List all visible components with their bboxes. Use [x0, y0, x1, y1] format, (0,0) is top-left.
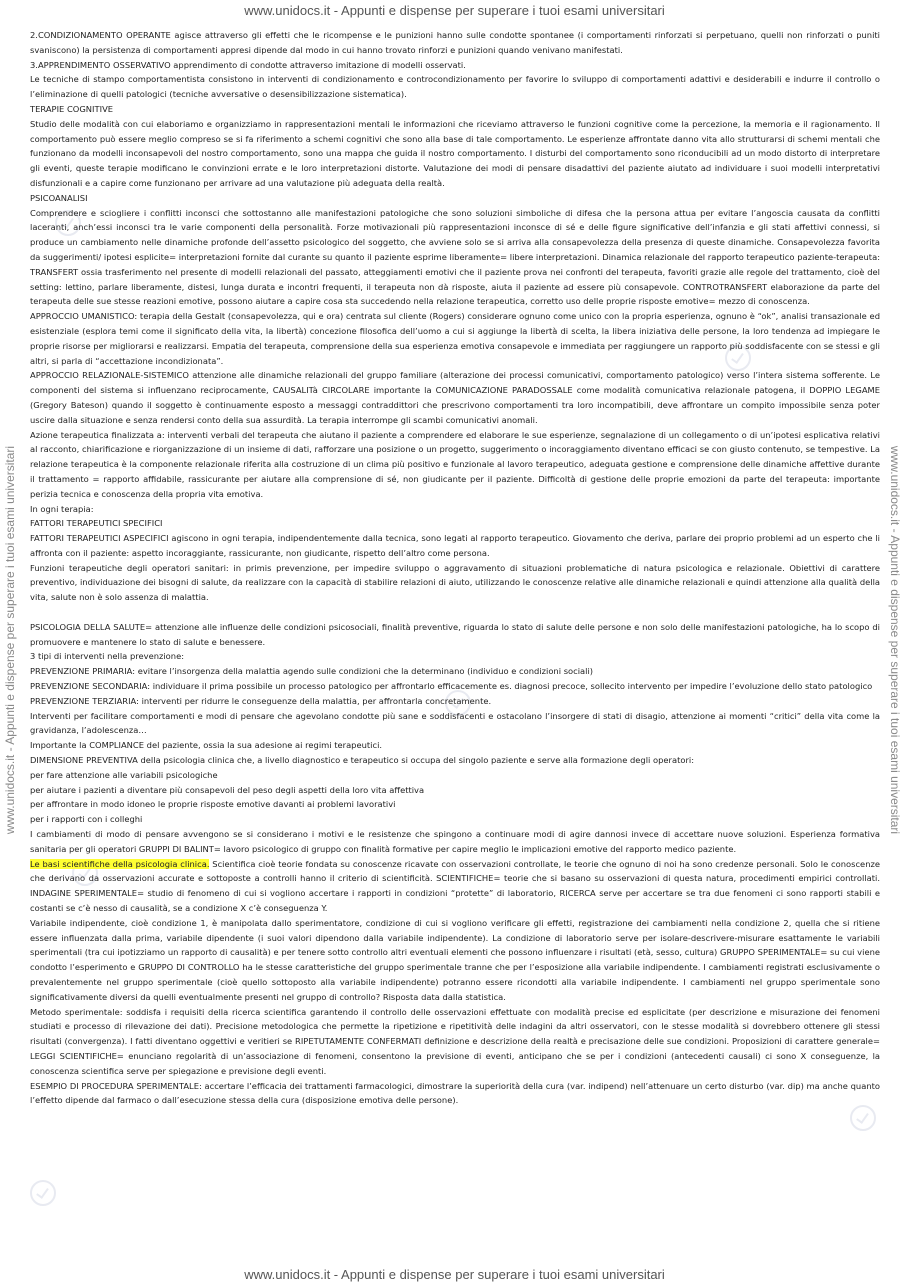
highlighted-text: Le basi scientifiche della psicologia clinica.	[30, 858, 210, 869]
paragraph-fattori-aspecifici: FATTORI TERAPEUTICI ASPECIFICI agiscono in ogni terapia, indipendentemente dalla tecnica, sono legati al rapporto terapeutico. Giovamento che deriva, parlare dei proprio problemi ad un esperto che li affronta con il paziente: aspetto incoraggiante, rassicurante, non giudicante, rispetto dell’altro come persona.	[30, 533, 880, 558]
watermark-side-left: www.unidocs.it - Appunti e dispense per superare i tuoi esami universitari	[3, 445, 17, 835]
paragraph-basi-scientifiche-text: Scientifica cioè teorie fondata su conoscenze ricavate con osservazioni controllate, le teorie che ognuno di noi ha sono credenze personali. Solo le conoscenze che derivano da osservazioni accurate e sottoposte a controlli hanno il criterio di scientificità. SCIENTIFICHE= teorie che si basano su osservazioni di questa natura, procedimenti empirici controllati. INDAGINE SPERIMENTALE= studio di fenomeno di cui si vogliono accertare i rapporti in condizioni “protette” di laboratorio, RICERCA serve per accertare se tra due fenomeni ci sono rapporti stabili e costanti se c’è nesso di causalità, se a condizione X c’è conseguenza Y.	[30, 858, 880, 914]
watermark-side-right: www.unidocs.it - Appunti e dispense per superare i tuoi esami universitari	[888, 445, 902, 835]
watermark-check-icon	[30, 1180, 56, 1206]
paragraph-psicologia-salute: PSICOLOGIA DELLA SALUTE= attenzione alle influenze delle condizioni psicosociali, finalità preventive, riguarda lo stato di salute delle persone e non solo delle manifestazioni patologiche, ha lo scopo di promuovere e mantenere lo stato di salute e benessere.	[30, 621, 880, 647]
paragraph-basi-scientifiche	[30, 857, 880, 916]
list-item: per affrontare in modo idoneo le proprie risposte emotive davanti ai problemi lavorativi	[30, 799, 396, 810]
paragraph-metodo-sperimentale: Metodo sperimentale: soddisfa i requisiti della ricerca scientifica garantendo il controllo delle osservazioni effettuate con modalità precise ed esplicitate (per descrizione e misurazione dei fenomeni studiati e processo di rilevazione dei dati). Precisione metodologica che permette la ripetizione e ripetitività delle indagini da altri osservatori, con le stesse modalità si dovrebbero ottenere gli stessi risultati (convergenza). I fatti diventano oggettivi e veritieri se RIPETUTAMENTE CONFERMATI definizione e descrizione della realtà e precisazione delle sue condizioni. Proposizioni di carattere generale= LEGGI SCIENTIFICHE= enunciano regolarità di un’associazione di fenomeni, consentono la previsione di eventi, anticipano che se per i condizioni (antecedenti causali) ci sono X conseguenze, la conoscenza scientifica serve per spiegazione e previsione degli eventi.	[30, 1006, 880, 1076]
list-item: per aiutare i pazienti a diventare più consapevoli del peso degli aspetti della loro vita affettiva	[30, 784, 425, 795]
list-item: per fare attenzione alle variabili psicologiche	[30, 769, 218, 780]
paragraph-apprendimento-osservativo: 3.APPRENDIMENTO OSSERVATIVO apprendimento di condotte attraverso imitazione di modelli osservati.	[30, 59, 466, 70]
watermark-header	[0, 2, 909, 20]
paragraph-in-ogni-terapia: In ogni terapia:	[30, 503, 94, 514]
paragraph-variabile-indipendente: Variabile indipendente, cioè condizione 1, è manipolata dallo sperimentatore, condizione di cui si vogliono verificare gli effetti, registrazione dei cambiamenti nella condizione 2, quella che si ritiene essere influenzata dalla prima, variabile dipendente (i suoi valori dipendono dalla variabile indipendente). La condizione di laboratorio serve per isolare-descrivere-misurare esattamente le variabili sperimentali (tra cui ipotizziamo un rapporto di causalità) e per tenere sotto controllo altri eventuali elementi che possono influenzare i risultati (età, sesso, cultura) GRUPPO SPERIMENTALE= su cui viene condotto l’esperimento e GRUPPO DI CONTROLLO ha le stesse caratteristiche del gruppo sperimentale tranne che per l’esposizione alla variabile indipendente. I cambiamenti registrati esclusivamente o prevalentemente nel gruppo sperimentale (cioè quello sottoposto alla variabile indipendente) potranno essere ricondotti alla variabile indipendente. I cambiamenti nel gruppo sperimentale sono significativamente diversi da quelli eventualmente presenti nel gruppo di controllo? Risposta data dalla statistica.	[30, 917, 880, 1002]
paragraph-prevenzione-secondaria: PREVENZIONE SECONDARIA: individuare il prima possibile un processo patologico per affrontarlo efficacemente es. diagnosi precoce, sollecito intervento per impedire l’evoluzione dello stato patologico	[30, 681, 873, 692]
paragraph-condizionamento-operante: 2.CONDIZIONAMENTO OPERANTE agisce attraverso gli effetti che le ricompense e le punizioni hanno sulle condotte spontanee (i comportamenti rinforzati si perpetuano, quelli non rinforzati o puniti svaniscono) la persistenza di comportamenti appresi dipende dal modo in cui hanno trovato rinforzi e punizioni quando venivano manifestati.	[30, 30, 880, 55]
paragraph-approccio-relazionale: APPROCCIO RELAZIONALE-SISTEMICO attenzione alle dinamiche relazionali del gruppo familiare (alterazione dei processi comunicativi, comportamento patologico) verso l’intera sistema sofferente. Le componenti del sistema si influenzano reciprocamente, CAUSALITà CIRCOLARE importante la COMUNICAZIONE PARADOSSALE come modalità comunicativa relazionale patogena, il DOPPIO LEGAME (Gregory Bateson) quando il soggetto è continuamente esposto a messaggi contraddittori che prescrivono comportamenti tra loro incompatibili, deve affrontare un compito impossibile senza poter uscire dalla situazione e senza rendersi conto della sua assurdità. La terapia interrompe gli scambi comunicativi anomali.	[30, 370, 880, 425]
paragraph-interventi-facilitare: Interventi per facilitare comportamenti e modi di pensare che agevolano condotte più sane e soddisfacenti e ostacolano l’insorgere di stati di disagio, attenzione ai momenti “critici” della vita come la gravidanza, l’adolescenza…	[30, 710, 880, 736]
paragraph-terapie-cognitive: Studio delle modalità con cui elaboriamo e organizziamo in rappresentazioni mentali le informazioni che riceviamo attraverso le funzioni cognitive come la percezione, la memoria e il ragionamento. Il comportamento può essere meglio compreso se si fa riferimento a schemi cognitivi che sono alla base di tale comportamento. Le esperienze affrontate danno vita allo strutturarsi di schemi mentali che funzionano da modelli inconsapevoli del nostro comportamento, sono una mappa che guida il nostro comportamento. I disturbi del comportamento sono riconducibili ad un modo distorto di interpretare gli eventi, queste terapie modificano le convinzioni errate e le loro interpretazioni distorte. Valutazione dei modi di pensare disadattivi del paziente aiutato ad individuare i suoi modelli interpretativi disfunzionali e a capire come funzionano per arrivare ad una valutazione più adeguata della realtà.	[30, 118, 880, 188]
heading-fattori-specifici: FATTORI TERAPEUTICI SPECIFICI	[30, 518, 163, 529]
watermark-header-link[interactable]: www.unidocs.it - Appunti e dispense per superare i tuoi esami universitari	[244, 3, 665, 18]
heading-psicoanalisi: PSICOANALISI	[30, 192, 88, 203]
paragraph-psicoanalisi: Comprendere e sciogliere i conflitti inconsci che sottostanno alle manifestazioni patologiche che sono soluzioni simboliche di difesa che la persona attua per evitare l’angoscia causata da conflitti laceranti, anch’essi inconsci tra le varie componenti della personalità. Forze motivazionali più rappresentazioni inconsce di sé e delle figure significative dell’infanzia e gli stati affettivi connessi, si produce un cambiamento nelle dinamiche profonde dell’assetto psicologico del soggetto, che avviene solo se si arriva alla consapevolezza della presenza di queste dinamiche. Consapevolezza favorita da suggerimenti/ ipotesi esplicite= interpretazioni fornite dal curante su quanto il paziente esprime liberamente= libere interpretazioni. Dinamica relazionale del rapporto terapeutico paziente-terapeuta: TRANSFERT ossia trasferimento nel presente di modelli relazionali del passato, atteggiamenti emotivi che il paziente prova nei confronti del terapeuta, favoriti grazie alle regole del trattamento, cioè del setting: lettino, parlare liberamente, distesi, lunga durata e incontri frequenti, il terapeuta non dà risposte, aiuta il paziente ad essere più consapevole. CONTROTRANSFERT elaborazione da parte del terapeuta delle sue stesse reazioni emotive, possono aiutare a capire cosa sta succedendo nella relazione terapeutica, corretto uso delle proprie risposte emotive= mezzo di conoscenza.	[30, 207, 880, 307]
document-body	[30, 28, 880, 1108]
paragraph-esempio-procedura: ESEMPIO DI PROCEDURA SPERIMENTALE: accertare l’efficacia dei trattamenti farmacologici, dimostrare la superiorità della cura (var. indipend) nell’attenuare un certo disturbo (var. dip) ma anche quanto l’effetto dipende dal farmaco o dall’esecuzione stessa della cura (disposizione emotiva delle persone).	[30, 1080, 880, 1106]
watermark-check-icon	[850, 1105, 876, 1131]
paragraph-dimensione-preventiva: DIMENSIONE PREVENTIVA della psicologia clinica che, a livello diagnostico e terapeutico si occupa del singolo paziente e serve alla formazione degli operatori:	[30, 755, 695, 766]
heading-terapie-cognitive: TERAPIE COGNITIVE	[30, 103, 114, 114]
paragraph-approccio-umanistico: APPROCCIO UMANISTICO: terapia della Gestalt (consapevolezza, qui e ora) centrata sul cliente (Rogers) considerare ognuno come unico con la propria esperienza, ognuno è “ok”, analisi transazionale ed esistenziale (esplora temi come il significato della vita, la libertà) concezione filosofica dell’uomo a cui si aggiunge la libertà di scelta, la libera iniziativa delle persone, la loro tendenza ad impiegare le proprie risorse per migliorarsi e realizzarsi. Empatia del terapeuta, comprensione della sua esperienza emotiva consapevole e immediata per raggiungere un rapporto più soddisfacente con se stessi e gli altri, si parla di “accettazione incondizionata”.	[30, 311, 880, 366]
paragraph-cambiamenti-pensare: I cambiamenti di modo di pensare avvengono se si considerano i motivi e le resistenze che spingono a continuare modi di agire dannosi invece di accettare nuove soluzioni. Esperienza formativa sanitaria per gli operatori GRUPPI DI BALINT= lavoro psicologico di gruppo con finalità formative per capire meglio le implicazioni emotive del rapporto medico paziente.	[30, 829, 880, 854]
paragraph-prevenzione-terziaria: PREVENZIONE TERZIARIA: interventi per ridurre le conseguenze della malattia, per affrontarla concretamente.	[30, 695, 492, 706]
watermark-footer	[0, 1266, 909, 1284]
paragraph-funzioni-terapeutiche: Funzioni terapeutiche degli operatori sanitari: in primis prevenzione, per impedire sviluppo o aggravamento di situazioni problematiche di natura psicologica e relazionale. Obiettivi di carattere preventivo, individuazione dei bisogni di salute, da realizzare con la capacità di stabilire relazioni di aiuto, utilizzando le conoscenze relative alle dinamiche relazionali e quindi attenzione alla qualità della vita, salute non è solo assenza di malattia.	[30, 562, 880, 603]
paragraph-prevenzione-primaria: PREVENZIONE PRIMARIA: evitare l’insorgenza della malattia agendo sulle condizioni che la determinano (individuo e condizioni sociali)	[30, 666, 594, 677]
blank-line	[30, 605, 880, 620]
paragraph-tipi-interventi: 3 tipi di interventi nella prevenzione:	[30, 651, 185, 662]
list-item: per i rapporti con i colleghi	[30, 814, 143, 825]
paragraph-tecniche-comportamentiste: Le tecniche di stampo comportamentista consistono in interventi di condizionamento e controcondizionamento per favorire lo sviluppo di comportamenti adattivi e desiderabili e indurre il controllo o l’eliminazione di quelli patologici (tecniche avversative o desensibilizzazione sistematica).	[30, 74, 880, 100]
paragraph-azione-terapeutica: Azione terapeutica finalizzata a: interventi verbali del terapeuta che aiutano il paziente a comprendere ed elaborare le sue esperienze, segnalazione di un collegamento o di un’ipotesi esplicativa relativi al racconto, chiarificazione e riorganizzazione di un insieme di dati, rafforzare una posizione o un progetto, suggerimento o incoraggiamento diventano efficaci se con giusto contenuto, se tempestive. La relazione terapeutica è la componente relazionale riferita alla costruzione di un clima più positivo e funzionale al lavoro terapeutico, adeguata gestione e comprensione delle dinamiche affettive durante il trattamento = rapporto affidabile, rassicurante per aiutare alla comprensione di sé, non giudicante per il paziente. Difficoltà di gestione delle proprie emozioni da parte del terapeuta: importante perizia tecnica e conoscenza della propria vita emotiva.	[30, 429, 880, 499]
watermark-footer-link[interactable]: www.unidocs.it - Appunti e dispense per superare i tuoi esami universitari	[244, 1267, 665, 1282]
paragraph-compliance: Importante la COMPLIANCE del paziente, ossia la sua adesione ai regimi terapeutici.	[30, 740, 383, 751]
